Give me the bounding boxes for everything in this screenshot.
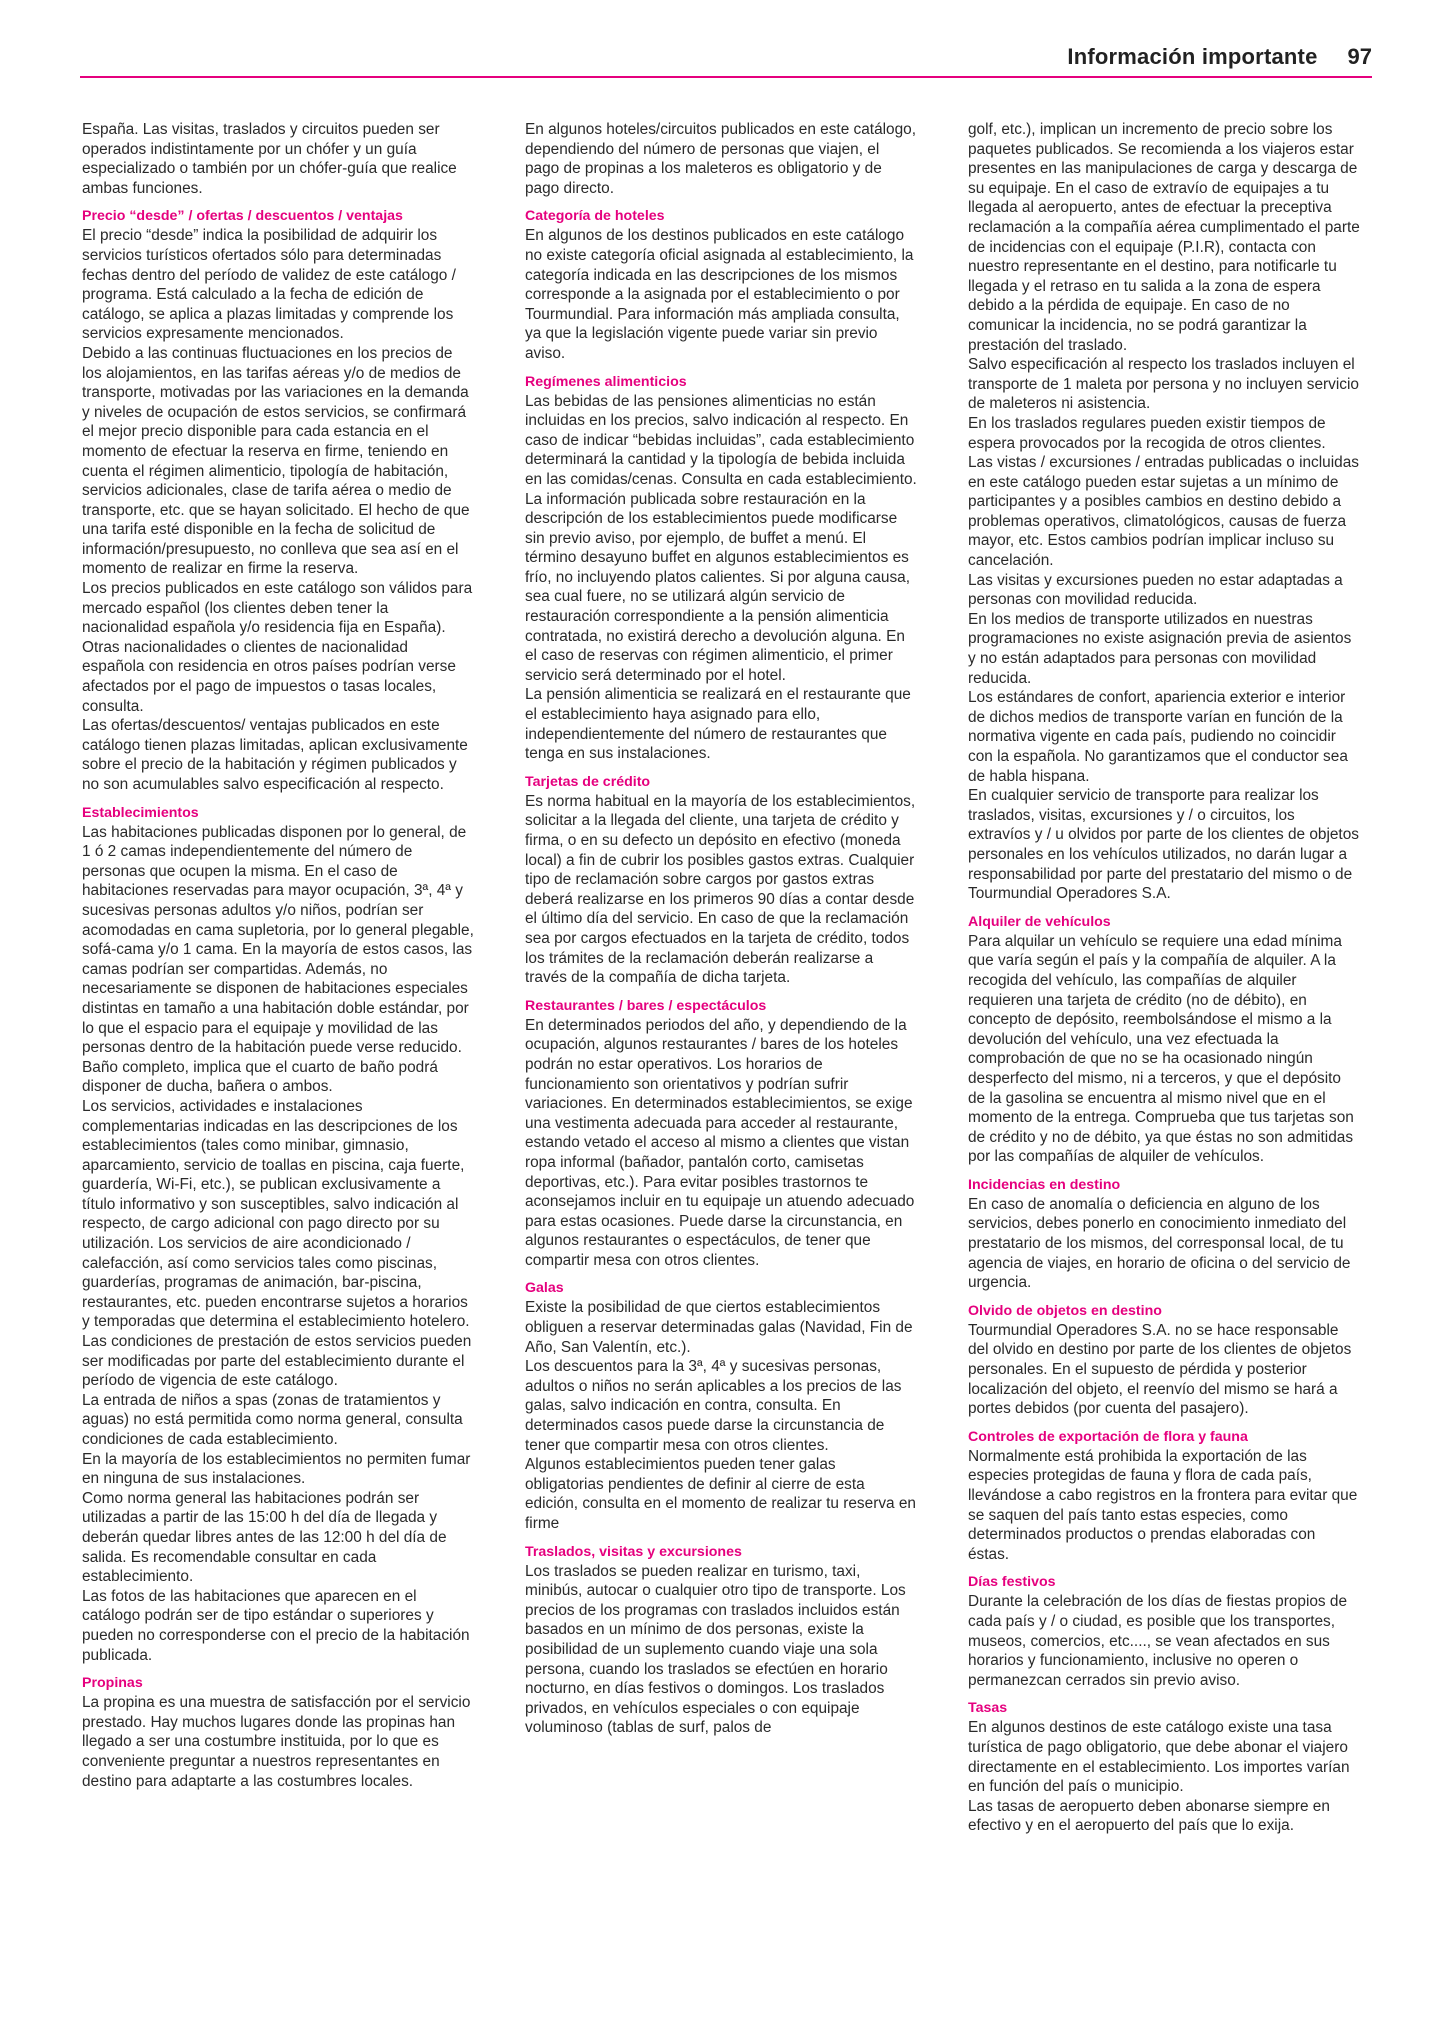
section-heading: Galas bbox=[525, 1280, 564, 1297]
section-heading: Tarjetas de crédito bbox=[525, 773, 651, 790]
section-heading: Controles de exportación de flora y fauna bbox=[968, 1428, 1248, 1445]
paragraph: En algunos destinos de este catálogo existe una tasa turística de pago obligatorio, que debe abonar el viajero directamente en el establecimiento. Los importes varían en función del país o municipio. bbox=[968, 1719, 1350, 1796]
section-heading: Días festivos bbox=[968, 1574, 1056, 1591]
paragraph: Las visitas y excursiones pueden no estar adaptadas a personas con movilidad reducida. bbox=[968, 571, 1343, 609]
text-column-2 bbox=[525, 120, 917, 1738]
paragraph: En caso de anomalía o deficiencia en alguno de los servicios, debes ponerlo en conocimiento inmediato del prestatario de los mismos, del corresponsal local, de tu agencia de viajes, en horario de oficina o del servicio de urgencia. bbox=[968, 1195, 1351, 1292]
paragraph: En algunos hoteles/circuitos publicados en este catálogo, dependiendo del número de personas que viajen, el pago de propinas a los maleteros es obligatorio y de pago directo. bbox=[525, 121, 917, 197]
paragraph: Durante la celebración de los días de fiestas propios de cada país y / o ciudad, es posible que los transportes, museos, comercios, etc...., se vean afectados en sus horarios y funcionamiento, inclusive no operen o permanezcan cerrados sin previo aviso. bbox=[968, 1593, 1348, 1689]
section-heading: Precio “desde” / ofertas / descuentos / ventajas bbox=[82, 208, 403, 225]
section-heading: Establecimientos bbox=[82, 804, 199, 821]
paragraph: Normalmente está prohibida la exportación de las especies protegidas de fauna y flora de cada país, llevándose a cabo registros en la frontera para evitar que se saquen del país tanto estas especies, como determinados productos o prendas elaboradas con éstas. bbox=[968, 1447, 1358, 1563]
text-column-1 bbox=[82, 120, 474, 1791]
paragraph: Algunos establecimientos pueden tener galas obligatorias pendientes de definir al cierre de esta edición, consulta en el momento de realizar tu reserva en firme bbox=[525, 1456, 916, 1532]
paragraph: Baño completo, implica que el cuarto de baño podrá disponer de ducha, bañera o ambos. bbox=[82, 1058, 438, 1096]
paragraph: Debido a las continuas fluctuaciones en los precios de los alojamientos, en las tarifas aéreas y/o de medios de transporte, motivadas por las variaciones en la demanda y niveles de ocupación de estos servicios, se confirmará el mejor precio disponible para cada estancia en el momento de efectuar la reserva en firme, teniendo en cuenta el régimen alimenticio, tipología de habitación, servicios adicionales, clase de tarifa aérea o medio de transporte, etc. que se hayan solicitado. El hecho de que una tarifa esté disponible en la fecha de solicitud de información/presupuesto, no conlleva que sea así en el momento de realizar en firme la reserva. bbox=[82, 344, 470, 578]
paragraph: La entrada de niños a spas (zonas de tratamientos y aguas) no está permitida como norma general, consulta condiciones de cada establecimiento. bbox=[82, 1391, 463, 1448]
paragraph: Los servicios, actividades e instalaciones complementarias indicadas en las descripciones de los establecimientos (tales como minibar, gimnasio, aparcamiento, servicio de toallas en piscina, caja fuerte, guardería, Wi-Fi, etc.), se publican exclusivamente a título informativo y son susceptibles, salvo indicación al respecto, de cargo adicional con pago directo por su utilización. Los servicios de aire acondicionado / calefacción, así como servicios tales como piscinas, guarderías, programas de animación, bar-piscina, restaurantes, etc. pueden encontrarse sujetos a horarios y temporadas que determina el establecimiento hotelero. Las condiciones de prestación de estos servicios pueden ser modificadas por parte del establecimiento durante el período de vigencia de este catálogo. bbox=[82, 1097, 472, 1390]
section-heading: Regímenes alimenticios bbox=[525, 373, 687, 390]
paragraph: En los traslados regulares pueden existir tiempos de espera provocados por la recogida de otros clientes. bbox=[968, 414, 1326, 452]
section-heading: Olvido de objetos en destino bbox=[968, 1302, 1162, 1319]
paragraph: Los precios publicados en este catálogo son válidos para mercado español (los clientes deben tener la nacionalidad española y/o residencia fija en España). Otras nacionalidades o clientes de nacionalidad española con residencia en otros países podrían verse afectados por el pago de impuestos o tasas locales, consulta. bbox=[82, 580, 473, 715]
paragraph: golf, etc.), implican un incremento de precio sobre los paquetes publicados. Se recomienda a los viajeros estar presentes en las manipulaciones de carga y descarga de su equipaje. En el caso de extravío de equipajes a tu llegada al aeropuerto, antes de efectuar la preceptiva reclamación a la compañía aérea cumplimentado el parte de incidencias con el equipaje (P.I.R), contacta con nuestro representante en el destino, para notificarle tu llegada y el retraso en tu salida a la zona de espera debido a la pérdida de equipaje. En caso de no comunicar la incidencia, no se podrá garantizar la prestación del traslado. bbox=[968, 121, 1360, 354]
page-header bbox=[80, 44, 1372, 78]
paragraph: Para alquilar un vehículo se requiere una edad mínima que varía según el país y la compañía de alquiler. A la recogida del vehículo, las compañías de alquiler requieren una tarjeta de crédito (no de débito), en concepto de depósito, reembolsándose el mismo a la devolución del vehículo, una vez efectuada la comprobación de que no se ha ocasionado ningún desperfecto del mismo, ni a terceros, y que el depósito de la gasolina se encuentra al mismo nivel que en el momento de la entrega. Comprueba que tus tarjetas son de crédito y no de débito, ya que éstas no son admitidas por las compañías de alquiler de vehículos. bbox=[968, 932, 1354, 1166]
section-heading: Incidencias en destino bbox=[968, 1176, 1121, 1193]
paragraph: En la mayoría de los establecimientos no permiten fumar en ninguna de sus instalaciones. bbox=[82, 1450, 471, 1488]
paragraph: Las ofertas/descuentos/ ventajas publicados en este catálogo tienen plazas limitadas, aplican exclusivamente sobre el precio de la habitación y régimen publicados y no son acumulables salvo especificación al respecto. bbox=[82, 717, 468, 793]
paragraph: En determinados periodos del año, y dependiendo de la ocupación, algunos restaurantes / bares de los hoteles podrán no estar operativos. Los horarios de funcionamiento son orientativos y podrían sufrir variaciones. En determinados establecimientos, se exige una vestimenta adecuada para acceder al restaurante, estando vetado el acceso al mismo a clientes que vistan ropa informal (bañador, pantalón corto, camisetas deportivas, etc.). Para evitar posibles trastornos te aconsejamos incluir en tu equipaje un atuendo adecuado para estas ocasiones. Puede darse la circunstancia, en algunos restaurantes o espectáculos, de tener que compartir mesa con otros clientes. bbox=[525, 1016, 915, 1269]
text-column-3 bbox=[968, 120, 1360, 1836]
paragraph: La propina es una muestra de satisfacción por el servicio prestado. Hay muchos lugares donde las propinas han llegado a ser una costumbre instituida, por lo que es conveniente preguntar a nuestros representantes en destino para adaptarte a las costumbres locales. bbox=[82, 1694, 471, 1790]
paragraph: En algunos de los destinos publicados en este catálogo no existe categoría oficial asignada al establecimiento, la categoría indicada en las descripciones de los mismos corresponde a la asignada por el establecimiento o por Tourmundial. Para información más ampliada consulta, ya que la legislación vigente puede variar sin previo aviso. bbox=[525, 227, 914, 362]
paragraph: Las tasas de aeropuerto deben abonarse siempre en efectivo y en el aeropuerto del país que lo exija. bbox=[968, 1797, 1330, 1835]
paragraph: Como norma general las habitaciones podrán ser utilizadas a partir de las 15:00 h del día de llegada y deberán quedar libres antes de las 12:00 h del día de salida. Es recomendable consultar en cada establecimiento. bbox=[82, 1489, 447, 1586]
paragraph: Las fotos de las habitaciones que aparecen en el catálogo podrán ser de tipo estándar o superiores y pueden no corresponderse con el precio de la habitación publicada. bbox=[82, 1587, 470, 1664]
page-number: 97 bbox=[1347, 44, 1372, 69]
paragraph: En cualquier servicio de transporte para realizar los traslados, visitas, excursiones y / o circuitos, los extravíos y / u olvidos por parte de los clientes de objetos personales en los vehículos utilizados, no darán lugar a responsabilidad por parte del prestatario del mismo o de Tourmundial Operadores S.A. bbox=[968, 787, 1359, 903]
paragraph: Salvo especificación al respecto los traslados incluyen el transporte de 1 maleta por persona y no incluyen servicio de maleteros ni asistencia. bbox=[968, 356, 1359, 413]
paragraph: Tourmundial Operadores S.A. no se hace responsable del olvido en destino por parte de los clientes de objetos personales. En el supuesto de pérdida y posterior localización del objeto, el reenvío del mismo se hará a portes debidos (por cuenta del pasajero). bbox=[968, 1321, 1352, 1418]
paragraph: Los traslados se pueden realizar en turismo, taxi, minibús, autocar o cualquier otro tipo de transporte. Los precios de los programas con traslados incluidos están basados en un mínimo de dos personas, existe la posibilidad de un suplemento cuando viaje una sola persona, cuando los traslados se efectúen en horario nocturno, en días festivos o domingos. Los traslados privados, en vehículos especiales o con equipaje voluminoso (tablas de surf, palos de bbox=[525, 1562, 906, 1737]
paragraph: Las habitaciones publicadas disponen por lo general, de 1 ó 2 camas independientemente del número de personas que ocupen la misma. En el caso de habitaciones reservadas para mayor ocupación, 3ª, 4ª y sucesivas personas adultos y/o niños, podrían ser acomodadas en cama supletoria, por lo general plegable, sofá-cama y/o 1 cama. En la mayoría de estos casos, las camas podrían ser compartidas. Además, no necesariamente se disponen de habitaciones especiales distintas en tamaño a una habitación doble estándar, por lo que el espacio para el equipaje y movilidad de las personas dentro de la habitación puede verse reducido. bbox=[82, 823, 474, 1057]
section-heading: Traslados, visitas y excursiones bbox=[525, 1543, 742, 1560]
paragraph: Los descuentos para la 3ª, 4ª y sucesivas personas, adultos o niños no serán aplicables a los precios de las galas, salvo indicación en contra, consulta. En determinados casos puede darse la circunstancia de tener que compartir mesa con otros clientes. bbox=[525, 1358, 902, 1454]
paragraph: España. Las visitas, traslados y circuitos pueden ser operados indistintamente por un chófer y un guía especializado o también por un chófer-guía que realice ambas funciones. bbox=[82, 121, 457, 197]
section-heading: Alquiler de vehículos bbox=[968, 913, 1111, 930]
paragraph: Existe la posibilidad de que ciertos establecimientos obliguen a reservar determinadas galas (Navidad, Fin de Año, San Valentín, etc.). bbox=[525, 1299, 913, 1356]
paragraph: En los medios de transporte utilizados en nuestras programaciones no existe asignación previa de asientos y no están adaptados para personas con movilidad reducida. bbox=[968, 610, 1352, 687]
paragraph: Las vistas / excursiones / entradas publicadas o incluidas en este catálogo pueden estar sujetas a un mínimo de participantes y a posibles cambios en destino debido a problemas operativos, climatológicos, causas de fuerza mayor, etc. Estos cambios podrían implicar incluso su cancelación. bbox=[968, 454, 1359, 570]
paragraph: Los estándares de confort, apariencia exterior e interior de dichos medios de transporte varían en función de la normativa vigente en cada país, pudiendo no coincidir con la española. No garantizamos que el conductor sea de habla hispana. bbox=[968, 689, 1348, 785]
section-heading: Restaurantes / bares / espectáculos bbox=[525, 997, 767, 1014]
paragraph: Es norma habitual en la mayoría de los establecimientos, solicitar a la llegada del cliente, una tarjeta de crédito y firma, o en su defecto un depósito en efectivo (moneda local) a fin de cubrir los posibles gastos extras. Cualquier tipo de reclamación sobre cargos por gastos extras deberá realizarse en los primeros 90 días a contar desde el último día del servicio. En caso de que la reclamación sea por cargos efectuados en la tarjeta de crédito, todos los trámites de la reclamación deberán realizarse a través de la compañía de dicha tarjeta. bbox=[525, 792, 916, 987]
paragraph: La pensión alimenticia se realizará en el restaurante que el establecimiento haya asignado para ello, independientemente del número de restaurantes que tenga en sus instalaciones. bbox=[525, 686, 911, 763]
paragraph: Las bebidas de las pensiones alimenticias no están incluidas en los precios, salvo indicación al respecto. En caso de indicar “bebidas incluidas”, cada establecimiento determinará la cantidad y la tipología de bebida incluida en las comidas/cenas. Consulta en cada establecimiento. bbox=[525, 392, 917, 488]
page-title: Información importante bbox=[1067, 44, 1318, 69]
section-heading: Tasas bbox=[968, 1700, 1008, 1717]
paragraph: La información publicada sobre restauración en la descripción de los establecimientos puede modificarse sin previo aviso, por ejemplo, de buffet a menú. El término desayuno buffet en algunos establecimientos es frío, no incluyendo platos calientes. Si por alguna causa, sea cual fuere, no se utilizará algún servicio de restauración correspondiente a la pensión alimenticia contratada, no existirá derecho a devolución alguna. En el caso de reservas con régimen alimenticio, el primer servicio será determinado por el hotel. bbox=[525, 490, 911, 684]
section-heading: Propinas bbox=[82, 1675, 143, 1692]
section-heading: Categoría de hoteles bbox=[525, 208, 665, 225]
paragraph: El precio “desde” indica la posibilidad de adquirir los servicios turísticos ofertados sólo para determinadas fechas dentro del período de validez de este catálogo / programa. Está calculado a la fecha de edición de catálogo, se aplica a plazas limitadas y comprende los servicios expresamente mencionados. bbox=[82, 227, 456, 343]
